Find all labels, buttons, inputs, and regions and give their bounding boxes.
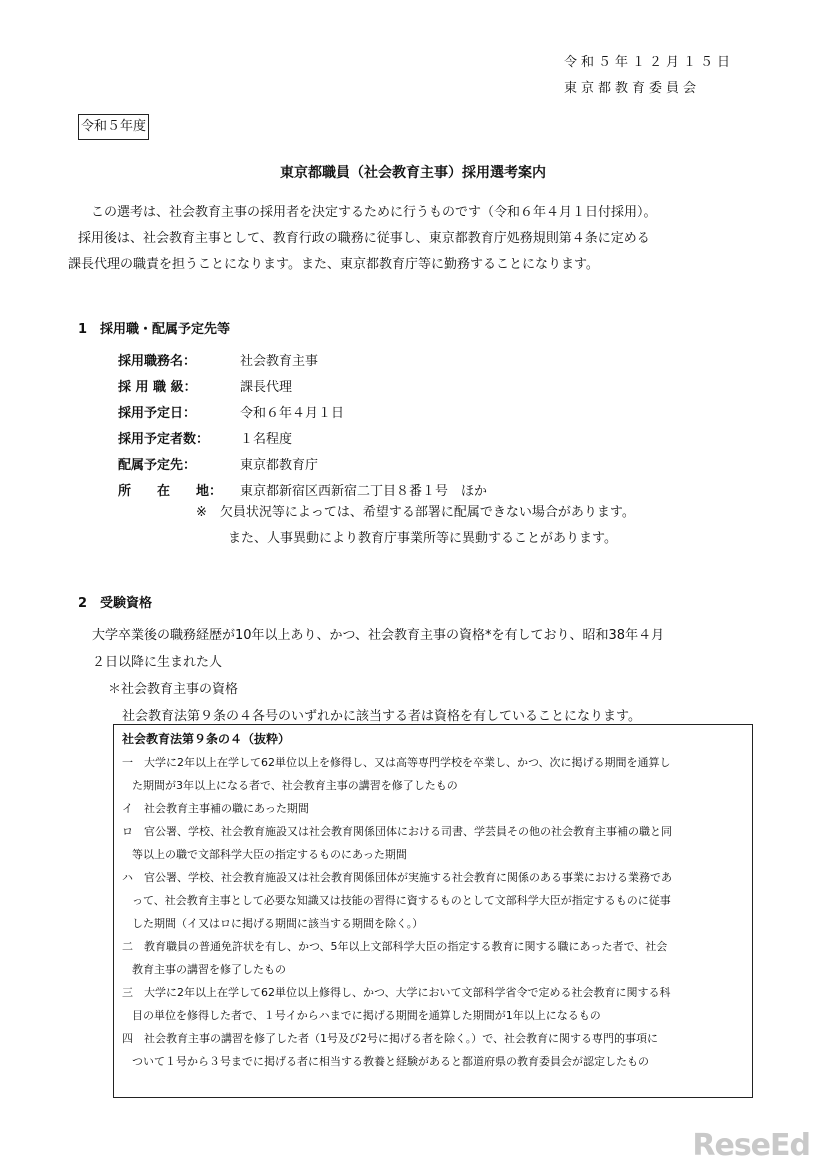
detail-label: 採 用 職 級：: [118, 379, 197, 395]
law-clause: [122, 866, 744, 889]
detail-row: [118, 372, 487, 398]
intro-paragraph-1: この選考は、社会教育主事の採用者を決定するために行うものです（令和６年４月１日付採用）。: [91, 205, 657, 220]
detail-value: 令和６年４月１日: [240, 405, 345, 421]
clause-line: 社会教育主事の講習を修了した者（1号及び2号に掲げる者を除く。）で、社会教育に関する専門的事項に: [144, 1032, 659, 1045]
law-excerpt-heading: 社会教育法第９条の４（抜粋）: [122, 732, 291, 746]
law-clause: [122, 751, 744, 774]
clause-line: 教育職員の普通免許状を有し、かつ、5年以上文部科学大臣の指定する教育に関する職にあった者で、社会: [144, 940, 668, 953]
detail-value: 課長代理: [240, 379, 293, 395]
clause-line: 教育主事の講習を修了したもの: [132, 963, 286, 976]
clause-line: 社会教育主事補の職にあった期間: [144, 802, 309, 815]
document-title: 東京都職員（社会教育主事）採用選考案内: [280, 165, 546, 181]
detail-row: [118, 450, 487, 476]
law-clause: [122, 820, 744, 843]
clause-mark: ロ: [122, 825, 133, 838]
detail-label: 採用職務名：: [118, 353, 197, 369]
detail-row: [118, 424, 487, 450]
clause-mark: 三: [122, 986, 133, 999]
clause-line: 目の単位を修得した者で、１号イからハまでに掲げる期間を通算した期間が1年以上になるもの: [132, 1009, 601, 1022]
eligibility-line-1: 大学卒業後の職務経歴が10年以上あり、かつ、社会教育主事の資格*を有しており、昭和38年４月: [92, 628, 665, 643]
clause-line: 大学に2年以上在学して62単位以上修得し、かつ、大学において文部科学省令で定める社会教育に関する科: [144, 986, 671, 999]
clause-mark: 一: [122, 756, 133, 769]
clause-line: た期間が3年以上になる者で、社会教育主事の講習を修了したもの: [132, 779, 458, 792]
eligibility-line-2: ２日以降に生まれた人: [92, 655, 223, 670]
detail-value: 社会教育主事: [240, 353, 319, 369]
clause-line: 官公署、学校、社会教育施設又は社会教育関係団体が実施する社会教育に関係のある事業における業務であ: [144, 871, 672, 884]
note-line-2: また、人事異動により教育庁事業所等に異動することがあります。: [228, 531, 617, 546]
section-1-heading: 1 採用職・配属予定先等: [78, 322, 231, 337]
issuer-name: 東京都教育委員会: [563, 81, 700, 96]
law-excerpt-box: [113, 724, 753, 1098]
clause-line: ついて１号から３号までに掲げる者に相当する教養と経験があると都道府県の教育委員会が認定したもの: [132, 1055, 649, 1068]
detail-label: 所 在 地：: [118, 483, 223, 499]
detail-label: 採用予定者数：: [118, 431, 210, 447]
resemom-logo: ReseEd: [692, 1128, 810, 1163]
law-clause: [122, 981, 744, 1004]
detail-label: 配属予定先：: [118, 457, 197, 473]
issue-date: 令和５年１２月１５日: [563, 55, 734, 70]
fiscal-year-tag: 令和５年度: [78, 114, 149, 140]
law-clause: [122, 1027, 744, 1050]
note-line-1: ※ 欠員状況等によっては、希望する部署に配属できない場合があります。: [196, 505, 635, 520]
qualification-heading: ＊社会教育主事の資格: [108, 682, 239, 697]
clause-line: 等以上の職で文部科学大臣の指定するものにあった期間: [132, 848, 407, 861]
clause-mark: ハ: [122, 871, 133, 884]
intro-paragraph-2a: 採用後は、社会教育主事として、教育行政の職務に従事し、東京都教育庁処務規則第４条に定める: [78, 231, 650, 246]
clause-line: 大学に2年以上在学して62単位以上を修得し、又は高等専門学校を卒業し、かつ、次に掲げる期間を通算し: [144, 756, 671, 769]
employment-details: [118, 346, 487, 502]
assignment-note: [196, 500, 635, 552]
intro-section: [68, 200, 758, 278]
detail-row: [118, 346, 487, 372]
detail-value: 東京都教育庁: [240, 457, 319, 473]
section-2-heading: 2 受験資格: [78, 596, 153, 611]
header-block: [564, 50, 734, 102]
detail-row: [118, 398, 487, 424]
detail-value: 東京都新宿区西新宿二丁目８番１号 ほか: [240, 483, 488, 499]
detail-value: １名程度: [240, 431, 293, 447]
detail-row: [118, 476, 487, 502]
qualification-text: 社会教育法第９条の４各号のいずれかに該当する者は資格を有していることになります。: [122, 709, 641, 724]
clause-line: 官公署、学校、社会教育施設又は社会教育関係団体における司書、学芸員その他の社会教育主事補の職と同: [144, 825, 672, 838]
clause-line: した期間（イ又はロに掲げる期間に該当する期間を除く。）: [132, 917, 424, 930]
clause-line: って、社会教育主事として必要な知識又は技能の習得に資するものとして文部科学大臣が指定するものに従事: [132, 894, 671, 907]
clause-mark: イ: [122, 802, 133, 815]
clause-mark: 二: [122, 940, 133, 953]
eligibility-section: [78, 622, 758, 730]
law-clause-continuation: [122, 774, 744, 797]
clause-mark: 四: [122, 1032, 133, 1045]
intro-paragraph-2b: 課長代理の職責を担うことになります。また、東京都教育庁等に勤務することになります。: [68, 257, 599, 272]
detail-label: 採用予定日：: [118, 405, 197, 421]
law-clause: [122, 797, 744, 820]
law-clause: [122, 935, 744, 958]
